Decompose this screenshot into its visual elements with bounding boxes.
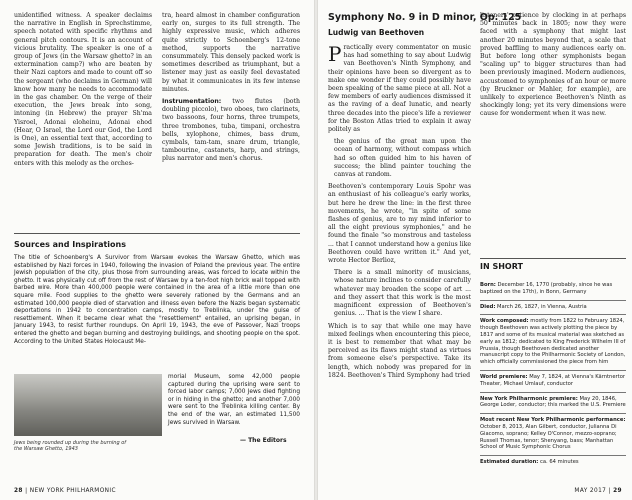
fact-label: Estimated duration: <box>480 459 539 466</box>
editors-signature: — The Editors <box>240 437 287 444</box>
right-footer: MAY 2017 | 29 <box>574 488 622 494</box>
body-text: unidentified witness. A speaker declaims the narrative in English in Sprechstimme, speech notated with specific rhythms and general pitch contours. It is an account of vicious brutality. The speaker is one of a group of Jews (in the Warsaw ghetto? in an extermination camp?) who are beaten by their Nazi captors and made to count off so the sergeant (who declaims in German) will know how many he needs to accommodate in the gas chamber. On the verge of their execution, the Jews break into song, intoning (in Hebrew) the prayer Sh'ma Yisroel, Adonai eloheinu, Adonai ehod (Hear, O Israel, the Lord our God, the Lord is One), an essential text that, according to some Jewish traditions, is to be said in preparation for death. The men's choir enters with this melody as the orches- <box>14 12 152 167</box>
composer-name: Ludwig van Beethoven <box>328 28 425 37</box>
ghetto-photo <box>14 374 162 436</box>
fact-text: May 20, 1846, George Loder, conductor; this marked the U.S. Premiere <box>480 395 626 409</box>
left-column-1 <box>14 12 152 172</box>
intro-paragraph <box>328 44 471 134</box>
in-short-divider <box>480 258 626 259</box>
fact-item <box>480 304 626 311</box>
right-column-1 <box>328 44 471 384</box>
fact-text: May 7, 1824, at Vienna's Kärntnertor Theater, Michael Umlauf, conductor <box>480 373 626 387</box>
sources-title: Sources and Inspirations <box>14 240 126 249</box>
fact-text: mostly from 1822 to February 1824, though Beethoven was actively plotting the piece by 1817 and some of its musical material was sketched as early as 1812; dedicated to King Frederick Wilhelm III of Prussia, though Beethoven dedicated another manuscript copy to the Philharmonic Society of London, which officially commissioned the piece from him <box>480 318 626 366</box>
drop-cap: P <box>328 42 342 66</box>
fact-separator <box>480 392 626 393</box>
left-column-2 <box>162 12 300 168</box>
photo-caption: Jews being rounded up during the burning of the Warsaw Ghetto, 1943 <box>14 440 127 453</box>
folio-number: 28 <box>14 488 23 494</box>
fact-separator <box>480 314 626 315</box>
block-quote: There is a small minority of musicians, whose nature inclines to consider carefully whatever may broaden the scope of art ... and they assert that this work is the most magnificent expression of Beethoven's genius. ... That is the view I share. <box>334 269 471 318</box>
work-title: Symphony No. 9 in D minor, Op. 125 <box>328 12 522 23</box>
section-divider <box>14 233 300 234</box>
fact-text: March 26, 1827, in Vienna, Austria <box>497 303 587 310</box>
fact-item <box>480 396 626 410</box>
right-page <box>318 0 632 500</box>
instrumentation-label: Instrumentation: <box>162 98 222 106</box>
in-short-facts <box>480 282 626 470</box>
fact-item <box>480 374 626 388</box>
fact-separator <box>480 300 626 301</box>
left-footer: 28 | NEW YORK PHILHARMONIC <box>14 488 116 494</box>
block-quote: the genius of the great man upon the ocean of harmony, without compass which had so often guided him to his haven of success; the blind painter touching the canvas at random. <box>334 138 471 179</box>
fact-item <box>480 459 626 466</box>
fact-item <box>480 282 626 296</box>
fact-label: World premiere: <box>480 373 528 380</box>
fact-separator <box>480 455 626 456</box>
sources-text: The title of Schoenberg's A Survivor from Warsaw evokes the Warsaw Ghetto, which was established by Nazi forces in 1940, following the invasion of Poland the previous year. The entire Jewish population of the city, plus those from surrounding areas, was forced to locate within the ghetto. It was physically cut off from the rest of Warsaw by a ten-foot high brick wall topped with barbed wire. More than 400,000 people were contained in the area of a little more than one square mile. Food supplies to the ghetto were severely rationed by the Germans and an estimated 100,000 people died of starvation and illness even before the Nazis began systematic deportations in 1942 to concentration camps, mostly to Treblinka, under the guise of resettlement. When it became clear what the "resettlement" entailed, an uprising began, in January 1943, to resist further roundups. On April 19, 1943, the eve of Passover, Nazi troops entered the ghetto and began burning and destroying buildings, and shooting people on the spot. According to the United States Holocaust Me- <box>14 255 300 345</box>
sources-continued: morial Museum, some 42,000 people captured during the uprising were sent to forced labor camps; 7,000 Jews died fighting or in hiding in the ghetto; and another 7,000 were sent to the Treblinka killing center. By the end of the war, an estimated 11,500 Jews survived in Warsaw. <box>168 374 300 426</box>
fact-label: Died: <box>480 303 496 310</box>
fact-text: December 16, 1770 (probably, since he was baptized on the 17th), in Bonn, Germany <box>480 282 613 295</box>
fact-item <box>480 417 626 451</box>
body-text: listeners' patience by clocking in at perhaps 50 minutes back in 1805; now they were faced with a symphony that might last another 20 minutes beyond that, a scale that proved baffling to many audiences early on. But before long other symphonists began "scaling up" to bigger structures than had been previously imagined. Modern audiences, accustomed to symphonies of an hour or more (by Bruckner or Mahler, for example), are unlikely to experience Beethoven's Ninth as shockingly long; yet its very dimensions were cause for wonderment when it was new. <box>480 12 626 118</box>
issue-date: MAY 2017 <box>574 488 607 494</box>
intro-text: ractically every commentator on music has had something to say about Ludwig van Beethoven's Ninth Symphony, and their opinions have been so divergent as to make one wonder if they could possibly have been speaking of the same piece at all. Not a few members of early audiences dismissed it as the raving of a deaf lunatic, and nearly three decades into the piece's life a reviewer for the Boston Atlas tried to explain it away politely as <box>328 44 471 134</box>
fact-label: Most recent New York Philharmonic performance: <box>480 417 626 424</box>
publication-name: NEW YORK PHILHARMONIC <box>29 488 116 494</box>
fact-separator <box>480 370 626 371</box>
instrumentation <box>162 98 300 164</box>
fact-label: New York Philharmonic premiere: <box>480 395 578 402</box>
fact-text: October 8, 2013, Alan Gilbert, conductor, Julianna Di Giacomo, soprano; Kelley O'Connor, mezzo-soprano; Russell Thomas, tenor; Shenyang, bass; Manhattan School of Music Symphonic Chorus <box>480 423 617 451</box>
fact-label: Born: <box>480 282 496 288</box>
fact-text: ca. 64 minutes <box>540 459 579 466</box>
left-page <box>0 0 314 500</box>
body-text: tra, heard almost in chamber configuration early on, surges to its full strength. The highly expressive music, which adheres quite strictly to Schoenberg's 12-tone method, supports the narrative consummately. This densely packed work is sometimes described as triumphant, but a listener may just as easily feel devastated by what it communicates in its few intense minutes. <box>162 12 300 93</box>
in-short-title: IN SHORT <box>480 262 523 271</box>
instrumentation-text: two flutes (both doubling piccolo), two oboes, two clarinets, two bassoons, four horns, three trumpets, three trombones, tuba, timpani, orchestra bells, xylophone, chimes, bass drum, cymbals, tam-tam, snare drum, triangle, tambourine, castanets, harp, and strings, plus narrator and men's chorus. <box>162 98 300 163</box>
folio-number: 29 <box>613 488 622 494</box>
fact-label: Work composed: <box>480 318 529 325</box>
right-column-2 <box>480 12 626 123</box>
body-text: Beethoven's contemporary Louis Spohr was an enthusiast of his colleague's early works, but here he drew the line: in the first three movements, he wrote, "in spite of some flashes of genius, are to my mind inferior to all the eight previous symphonies," and he found the finale "so monstrous and tasteless ... that I cannot understand how a genius like Beethoven could have written it." And yet, wrote Hector Berlioz, <box>328 183 471 265</box>
fact-separator <box>480 413 626 414</box>
body-text: Which is to say that while one may have mixed feelings when encountering this piece, it is best to remember that what may be perceived as its flaws might stand as virtues from someone else's perspective. Take its length, which nobody was prepared for in 1824. Beethoven's Third Symphony had tried <box>328 322 471 379</box>
fact-item <box>480 318 626 366</box>
